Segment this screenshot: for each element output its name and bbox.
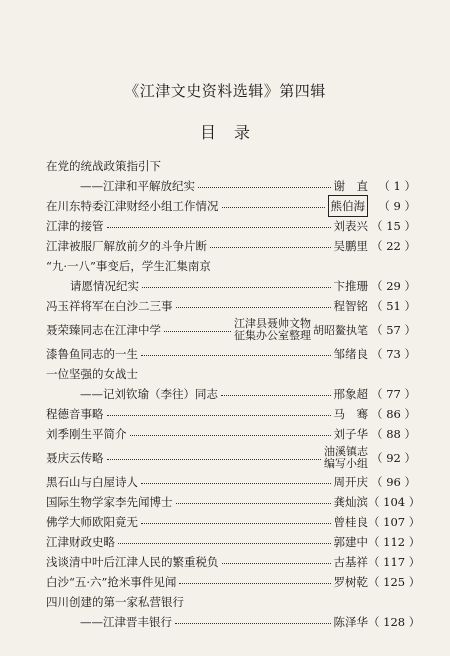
entry-author: 程智铭 xyxy=(333,299,368,313)
leader-dots xyxy=(176,502,331,504)
leader-dots xyxy=(179,582,330,584)
leader-dots xyxy=(130,434,331,436)
toc-entry-7 xyxy=(46,316,416,344)
entry-author: 罗树乾 xyxy=(333,575,368,589)
entry-author: 刘表兴 xyxy=(333,219,368,233)
toc-entry-2 xyxy=(46,196,416,216)
entry-subtitle: 请愿情况纪实 xyxy=(70,279,139,293)
entry-title: 漆鲁鱼同志的一生 xyxy=(46,347,138,361)
leader-dots xyxy=(141,522,331,524)
entry-title: 江津被服厂解放前夕的斗争片断 xyxy=(46,239,207,253)
table-of-contents xyxy=(46,156,421,632)
entry-subtitle: ——江津和平解放纪实 xyxy=(80,179,195,193)
entry-page: （ 57 ） xyxy=(371,322,416,337)
toc-entry-1-sub xyxy=(46,176,416,196)
entry-author: 谢 直 xyxy=(333,179,368,193)
entry-page: （ 86 ） xyxy=(371,407,416,421)
entry-title: 佛学大师欧阳竟无 xyxy=(46,515,138,529)
leader-dots xyxy=(210,246,331,248)
entry-author: 马 骞 xyxy=(333,407,368,421)
entry-author-line: 江津县聂帅文物 xyxy=(234,317,311,330)
entry-page: （ 107 ） xyxy=(368,515,421,529)
toc-entry-5 xyxy=(46,256,416,276)
entry-author: 周开庆 xyxy=(333,475,368,489)
entry-title: 在党的统战政策指引下 xyxy=(46,159,161,173)
toc-entry-18 xyxy=(46,572,421,592)
toc-entry-8 xyxy=(46,344,416,364)
entry-author: 刘子华 xyxy=(333,427,368,441)
toc-entry-10 xyxy=(46,404,416,424)
toc-entry-11 xyxy=(46,424,416,444)
entry-title: 在川东特委江津财经小组工作情况 xyxy=(46,199,219,213)
entry-title: 程德音事略 xyxy=(46,407,104,421)
entry-author: 曾桂良 xyxy=(333,515,368,529)
toc-entry-14 xyxy=(46,492,421,512)
toc-entry-19-sub xyxy=(46,612,421,632)
entry-title: 黑石山与白屋诗人 xyxy=(46,475,138,489)
toc-entry-9-sub xyxy=(46,384,416,404)
leader-dots xyxy=(222,562,331,564)
entry-page: （ 77 ） xyxy=(371,387,416,401)
leader-dots xyxy=(175,622,331,624)
toc-entry-17 xyxy=(46,552,421,572)
entry-title: 江津财政史略 xyxy=(46,535,115,549)
entry-title: 国际生物学家李先闻博士 xyxy=(46,495,173,509)
entry-author: 郭建中 xyxy=(333,535,368,549)
toc-entry-6 xyxy=(46,296,416,316)
entry-title: 聂庆云传略 xyxy=(46,450,104,465)
entry-page: （ 9 ） xyxy=(378,199,416,213)
entry-subtitle: ——江津晋丰银行 xyxy=(80,615,172,629)
entry-page: （ 96 ） xyxy=(371,475,416,489)
entry-title: 冯玉祥将军在白沙二三事 xyxy=(46,299,173,313)
entry-title: 江津的接管 xyxy=(46,219,104,233)
entry-page: （ 125 ） xyxy=(368,575,421,589)
entry-subtitle: ——记刘钦瑜（李往）同志 xyxy=(80,387,218,401)
series-header: 《江津文史资料选辑》第四辑 xyxy=(124,82,326,100)
entry-page: （ 92 ） xyxy=(371,450,416,465)
entry-page: （ 112 ） xyxy=(368,535,421,549)
leader-dots xyxy=(118,542,331,544)
leader-dots xyxy=(107,226,331,228)
entry-author: 邢象超 xyxy=(333,387,368,401)
leader-dots xyxy=(222,206,325,208)
leader-dots xyxy=(141,354,331,356)
entry-author: 卞推珊 xyxy=(333,279,368,293)
toc-entry-13 xyxy=(46,472,416,492)
toc-entry-15 xyxy=(46,512,421,532)
toc-entry-3 xyxy=(46,216,416,236)
leader-dots xyxy=(176,306,331,308)
entry-page: （ 29 ） xyxy=(371,279,416,293)
entry-page: （ 128 ） xyxy=(368,615,421,629)
entry-title: “九·一八”事变后，学生汇集南京 xyxy=(46,259,211,273)
leader-dots xyxy=(221,394,331,396)
toc-entry-12 xyxy=(46,444,416,472)
leader-dots xyxy=(107,458,322,460)
entry-title: 聂荣臻同志在江津中学 xyxy=(46,322,161,337)
entry-title: 刘季刚生平简介 xyxy=(46,427,127,441)
entry-page: （ 1 ） xyxy=(378,179,416,193)
entry-title: 白沙“五·六”抢米事件见闻 xyxy=(46,575,177,589)
entry-page: （ 88 ） xyxy=(371,427,416,441)
leader-dots xyxy=(198,186,331,188)
toc-entry-5-sub xyxy=(46,276,416,296)
entry-author-line: 油溪镇志 xyxy=(324,445,368,458)
toc-entry-9 xyxy=(46,364,416,384)
entry-author: 陈泽华 xyxy=(333,615,368,629)
entry-page: （ 117 ） xyxy=(368,555,421,569)
entry-author: 龚灿滨 xyxy=(333,495,368,509)
leader-dots xyxy=(142,286,331,288)
entry-author-group xyxy=(234,318,311,342)
entry-page: （ 104 ） xyxy=(368,495,421,509)
entry-author: 邹绪良 xyxy=(333,347,368,361)
entry-author-line: 征集办公室整理 xyxy=(234,329,311,342)
entry-author-line: 编写小组 xyxy=(324,457,368,470)
entry-page: （ 73 ） xyxy=(371,347,416,361)
toc-entry-19 xyxy=(46,592,416,612)
entry-author: 古基祥 xyxy=(333,555,368,569)
entry-author-group xyxy=(324,446,368,470)
entry-title: 四川创建的第一家私营银行 xyxy=(46,595,184,609)
toc-entry-16 xyxy=(46,532,421,552)
leader-dots xyxy=(164,330,231,332)
entry-title: 一位坚强的女战士 xyxy=(46,367,138,381)
toc-entry-1 xyxy=(46,156,416,176)
toc-entry-4 xyxy=(46,236,416,256)
entry-page: （ 51 ） xyxy=(371,299,416,313)
leader-dots xyxy=(141,482,331,484)
entry-title: 浅谈清中叶后江津人民的繁重税负 xyxy=(46,555,219,569)
entry-author: 吴鹏里 xyxy=(333,239,368,253)
leader-dots xyxy=(107,414,331,416)
entry-page: （ 15 ） xyxy=(371,219,416,233)
entry-page: （ 22 ） xyxy=(371,239,416,253)
entry-author: 胡昭鳌执笔 xyxy=(313,323,368,337)
toc-title: 目录 xyxy=(199,123,268,142)
entry-author: 熊伯海 xyxy=(328,195,369,217)
